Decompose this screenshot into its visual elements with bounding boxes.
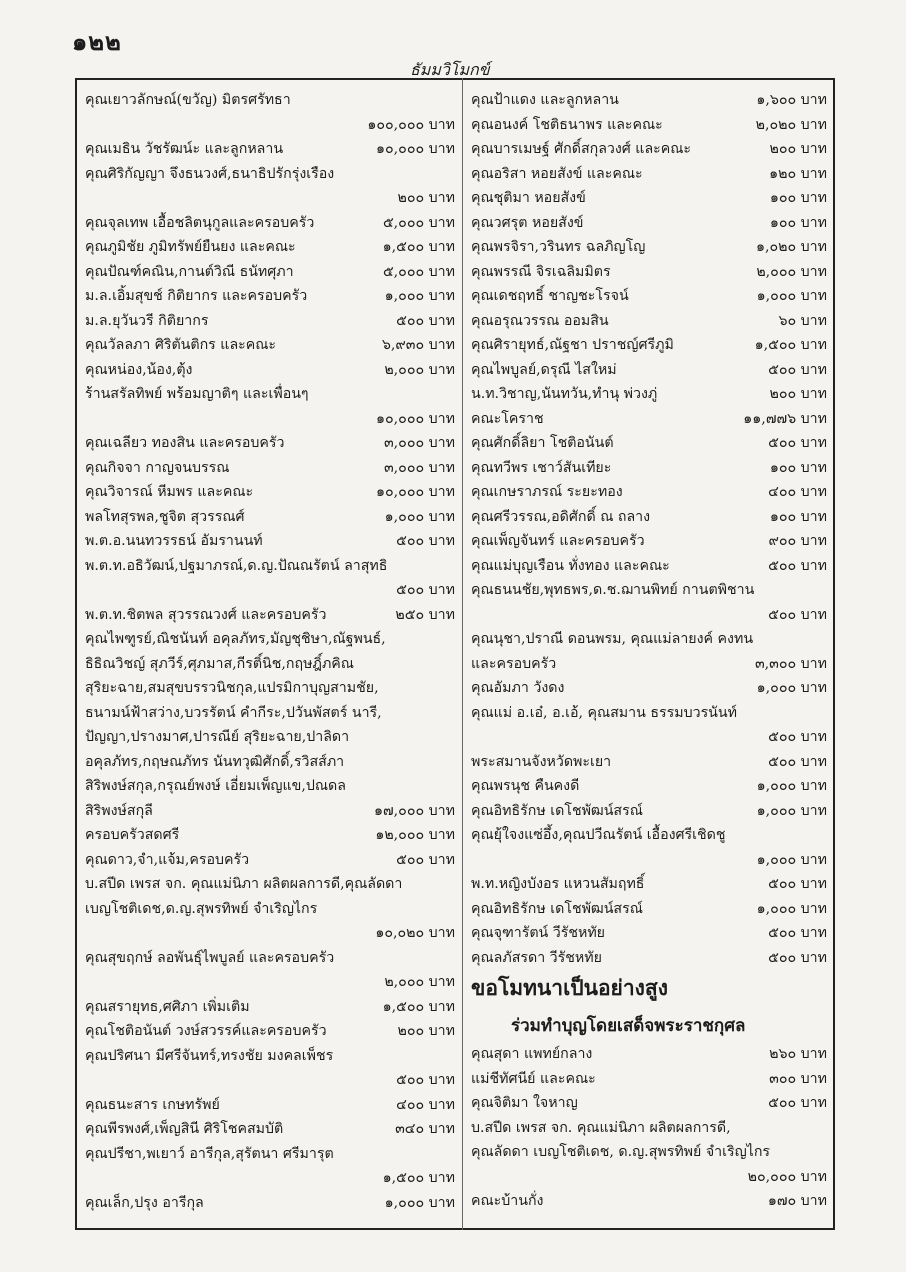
donor-row (85, 701, 455, 726)
donor-name: คุณป้าแดง และลูกหลาน (471, 92, 619, 108)
donor-name: คุณโชติอนันต์ วงษ์สวรรค์และครอบครัว (85, 1023, 327, 1039)
donor-name: สุริยะฉาย,สมสุขบรรวนิชกุล,แปรมิกาบุญสามชัย, (85, 680, 379, 696)
donation-amount: ๑๐,๐๐๐ บาท (376, 141, 455, 157)
donor-row (471, 701, 827, 726)
donor-row (471, 799, 827, 824)
donor-name: ม.ล.ยุวันวรี กิติยากร (85, 312, 209, 329)
donor-row (471, 578, 827, 603)
donation-amount: ๑,๐๐๐ บาท (756, 900, 827, 917)
donor-name: น.ท.วิชาญ,นันทวัน,ทำนุ พ่วงภู่ (471, 386, 658, 402)
donation-amount: ๕๐๐ บาท (768, 753, 827, 770)
donor-row (471, 1091, 827, 1116)
donation-amount: ๖๐ บาท (778, 312, 827, 329)
donation-amount: ๑๐,๐๒๐ บาท (375, 925, 455, 941)
donor-name: คุณวิจารณ์ หีมพร และคณะ (85, 484, 254, 500)
donor-row (471, 1067, 827, 1092)
donor-name: พ.ต.อ.นนทวรรธน์ อัมรานนท์ (85, 533, 263, 549)
donor-row (85, 676, 455, 701)
donation-amount: ๔๐๐ บาท (768, 484, 827, 500)
donation-amount: ๑,๕๐๐ บาท (754, 337, 827, 353)
donor-name: คุณกิจจา กาญจนบรรณ (85, 459, 230, 476)
donor-name: คุณพีรพงศ์,เพ็ญสินี ศิริโชคสมบัติ (85, 1121, 284, 1137)
donor-row (471, 505, 827, 530)
donor-name: คุณพรจิรา,วรินทร ฉลภิญโญ (471, 239, 646, 255)
donor-row (471, 774, 827, 799)
donor-row (85, 799, 455, 824)
donor-row (85, 823, 455, 848)
donation-amount: ๕๐๐ บาท (768, 925, 827, 941)
donation-amount: ๑,๐๐๐ บาท (756, 778, 827, 794)
donation-amount: ๑๐๐ บาท (769, 190, 827, 206)
donor-name: บ.สปีด เพรส จก. คุณแม่นิภา ผลิตผลการดี,คุณลัดดา (85, 876, 403, 892)
donor-name: คุณอรุณวรรณ ออมสิน (471, 312, 609, 329)
donor-name: คณะบ้านกั่ง (471, 1193, 544, 1209)
donor-row (85, 529, 455, 554)
donation-amount: ๕๐๐ บาท (396, 851, 455, 868)
donation-amount: ๑๐๐ บาท (769, 214, 827, 231)
donation-amount: ๑,๐๒๐ บาท (755, 239, 827, 255)
donor-row (471, 186, 827, 211)
donation-amount: ๕๐๐ บาท (768, 361, 827, 378)
donation-amount: ๓,๐๐๐ บาท (383, 435, 455, 451)
donor-list-b (471, 1042, 827, 1214)
donor-name: พ.ต.ท.อธิวัฒน์,ปฐมาภรณ์,ด.ญ.ปัณณรัตน์ ลาสุทธิ (85, 557, 388, 574)
donation-amount: ๑,๐๐๐ บาท (384, 288, 455, 304)
donor-name: ม.ล.เอิ้มสุขช์ กิติยากร และครอบครัว (85, 288, 308, 304)
donor-row (471, 1042, 827, 1067)
donor-row (471, 1116, 827, 1141)
donation-amount: ๕๐๐ บาท (768, 606, 827, 623)
donation-amount: ๑๐๐,๐๐๐ บาท (367, 116, 455, 133)
donor-name: คุณปริศนา มีศรีจันทร์,ทรงชัย มงคลเพ็ชร (85, 1047, 334, 1064)
donor-name: คุณวัลลภา ศิริตันติกร และคณะ (85, 337, 277, 353)
donation-amount: ๕๐๐ บาท (768, 557, 827, 574)
donation-amount: ๕๐๐ บาท (396, 312, 455, 329)
donor-name: คุณปัณฑ์คณิน,กานต์วิณี ธนัทศุภา (85, 263, 294, 280)
donor-row (85, 872, 455, 897)
donor-row (85, 162, 455, 187)
donation-amount: ๔๐๐ บาท (396, 1096, 455, 1113)
donation-amount: ๒๖๐ บาท (769, 1046, 827, 1062)
donor-row (471, 358, 827, 383)
donor-row (85, 88, 455, 113)
donation-amount: ๑,๐๐๐ บาท (756, 288, 827, 304)
donor-row (85, 211, 455, 236)
donor-row (471, 627, 827, 652)
donor-name: คุณธนะสาร เกษทรัพย์ (85, 1096, 220, 1113)
donor-name: อคุลภัทร,กฤษณภัทร นันทวุฒิศักดิ์,รวิสส์ภา (85, 753, 345, 770)
donor-name: พระสมานจังหวัดพะเยา (471, 753, 612, 770)
donor-row (85, 652, 455, 677)
donor-row (85, 137, 455, 162)
donor-row (85, 358, 455, 383)
donor-name: คุณชุติมา หอยสังข์ (471, 190, 586, 206)
donor-row (85, 382, 455, 407)
left-column (85, 88, 455, 1215)
donation-amount: ๒๐๐ บาท (397, 1023, 455, 1039)
donor-name: คุณธนนชัย,พุทธพร,ด.ช.ฌานพิทย์ กานตพิชาน (471, 582, 755, 598)
donor-name: สิริพงษ์สกุล,กรุณย์พงษ์ เอี่ยมเพ็ญแข,ปณดล (85, 778, 346, 794)
donor-name: คุณบารเมษฐ์ ศักดิ์สกุลวงศ์ และคณะ (471, 141, 692, 157)
donor-name: คุณภูมิชัย ภูมิทรัพย์ยืนยง และคณะ (85, 239, 296, 255)
donation-amount: ๒๐,๐๐๐ บาท (747, 1168, 827, 1185)
donor-row (85, 1068, 455, 1093)
donor-row (471, 872, 827, 897)
donor-name: คุณจุฑารัตน์ วีรัชหทัย (471, 925, 605, 941)
donor-row (85, 1142, 455, 1167)
donation-amount: ๒๐๐ บาท (769, 386, 827, 402)
donor-name: คุณเกษราภรณ์ ระยะทอง (471, 484, 623, 500)
donor-name: คุณวศรุต หอยสังข์ (471, 214, 584, 231)
donor-row (471, 480, 827, 505)
donation-amount: ๒๐๐ บาท (769, 141, 827, 157)
donation-amount: ๓๔๐ บาท (395, 1121, 455, 1137)
donor-row (85, 578, 455, 603)
donor-row (85, 505, 455, 530)
donor-name: คุณเฉลียว ทองสิน และครอบครัว (85, 435, 285, 451)
donation-amount: ๑,๖๐๐ บาท (756, 92, 827, 108)
donation-amount: ๑,๐๐๐ บาท (384, 1194, 455, 1211)
donor-name: คุณเยาวลักษณ์(ขวัญ) มิตรศรัทธา (85, 92, 291, 108)
donor-name: คุณอัมภา วังดง (471, 680, 565, 696)
royal-merit-heading: ร่วมทำบุญโดยเสด็จพระราชกุศล (511, 1016, 746, 1036)
page-number: ๑๒๒ (72, 27, 122, 56)
donor-row (471, 456, 827, 481)
donor-row (471, 529, 827, 554)
donor-name: คุณศักดิ์ลิยา โชติอนันต์ (471, 435, 614, 451)
donor-row (471, 162, 827, 187)
donor-name: แม่ชีทัศนีย์ และคณะ (471, 1070, 596, 1087)
donor-row (85, 1019, 455, 1044)
donation-amount: ๒,๐๐๐ บาท (756, 263, 827, 280)
donor-name: ครอบครัวสดศรี (85, 827, 180, 843)
donation-amount: ๕๐๐ บาท (768, 949, 827, 966)
donor-name: คุณศิริกัญญา จึงธนวงศ์,ธนาธิปรักรุ่งเรือง (85, 165, 335, 182)
donation-amount: ๕๐๐ บาท (768, 729, 827, 745)
donor-row (85, 921, 455, 946)
donor-name: คุณหน่อง,น้อง,ตุ้ง (85, 361, 193, 378)
donor-name: พ.ต.ท.ชิตพล สุวรรณวงศ์ และครอบครัว (85, 606, 327, 623)
donor-row (85, 1093, 455, 1118)
donor-row (85, 284, 455, 309)
donation-amount: ๓,๐๐๐ บาท (383, 459, 455, 476)
donor-name: คุณพรรณี จิรเฉลิมมิตร (471, 263, 611, 280)
donor-name: คุณสรายุทธ,ศศิภา เพิ่มเติม (85, 998, 250, 1015)
donor-row (471, 211, 827, 236)
donor-name: และครอบครัว (471, 655, 557, 672)
donor-name: คุณทวีพร เชาว์สันเทียะ (471, 459, 612, 476)
donor-row (85, 456, 455, 481)
thanks-heading: ขอโมทนาเป็นอย่างสูง (471, 975, 668, 1000)
donor-row (471, 333, 827, 358)
donor-name: คุณศิรายุทธ์,ณัฐชา ปราชญ์ศรีภูมิ (471, 337, 674, 353)
donor-row (471, 848, 827, 873)
donor-name: คุณไพฑูรย์,ณิชนันท์ อคุลภัทร,มัญชุชิษา,ณัฐพนธ์, (85, 631, 386, 647)
donor-row (85, 995, 455, 1020)
donor-name: คุณแม่ อ.เอ๋, อ.เอ้, คุณสมาน ธรรมบวรนันท์ (471, 704, 737, 721)
donor-row (85, 603, 455, 628)
donor-name: คุณศรีวรรณ,อดิศักดิ์ ณ ถลาง (471, 508, 651, 525)
donor-name: คุณยุ้ใจงแซ่อึ้ง,คุณปวีณรัตน์ เอื้องศรีเชิดชู (471, 827, 726, 843)
donor-name: คุณปรีชา,พเยาว์ อารีกุล,สุรัตนา ศรีมารุต (85, 1145, 334, 1162)
donor-row (85, 1166, 455, 1191)
donor-name: คุณอริสา หอยสังข์ และคณะ (471, 165, 643, 182)
donor-name: ร้านสรัลทิพย์ พร้อมญาติๆ และเพื่อนๆ (85, 386, 309, 402)
donor-name: คุณอิทธิรักษ เดโชพัฒน์สรณ์ (471, 900, 643, 917)
donor-row (85, 1044, 455, 1069)
donor-name: คุณอิทธิรักษ เดโชพัฒน์สรณ์ (471, 802, 643, 819)
donation-amount: ๑๐,๐๐๐ บาท (376, 410, 455, 427)
donation-amount: ๑๒๐ บาท (769, 165, 827, 182)
right-column (471, 88, 827, 1214)
donor-name: คุณลัดดา เบญโชติเดช, ด.ญ.สุพรทิพย์ จำเริญไกร (471, 1144, 771, 1160)
donation-amount: ๕๐๐ บาท (768, 435, 827, 451)
donor-row (85, 897, 455, 922)
donation-amount: ๕๐๐ บาท (768, 1095, 827, 1111)
donor-row (471, 652, 827, 677)
donation-amount: ๑๗๐ บาท (767, 1193, 827, 1209)
donor-row (471, 897, 827, 922)
donor-row (471, 603, 827, 628)
donor-row (471, 407, 827, 432)
donor-name: เบญโชติเดช,ด.ญ.สุพรทิพย์ จำเริญไกร (85, 900, 318, 917)
donor-name: คุณจุลเทพ เอื้อชลิตนุกูลและครอบครัว (85, 214, 315, 231)
donor-row (471, 823, 827, 848)
donor-name: พ.ท.หญิงบังอร แหวนสัมฤทธิ์ (471, 876, 645, 892)
donation-amount: ๒๐๐ บาท (397, 190, 455, 206)
donor-name: คุณจิติมา ใจหาญ (471, 1095, 578, 1111)
donor-row (471, 1165, 827, 1190)
donation-amount: ๑,๐๐๐ บาท (756, 680, 827, 696)
donation-amount: ๑๐,๐๐๐ บาท (376, 484, 455, 500)
donor-row (471, 431, 827, 456)
donor-row (85, 260, 455, 285)
donor-row (471, 921, 827, 946)
donor-name: คุณสุดา แพทย์กลาง (471, 1046, 593, 1062)
donation-amount: ๕๐๐ บาท (768, 876, 827, 892)
donor-row (471, 260, 827, 285)
donor-row (85, 113, 455, 138)
donation-amount: ๑,๕๐๐ บาท (382, 1170, 455, 1186)
donation-amount: ๕๐๐ บาท (396, 582, 455, 598)
donor-row (85, 627, 455, 652)
donor-row (85, 554, 455, 579)
donation-amount: ๒๕๐ บาท (395, 606, 455, 623)
donor-row (471, 88, 827, 113)
donor-name: คุณไพบูลย์,ดรุณี ไสใหม่ (471, 361, 617, 378)
donation-amount: ๑๒,๐๐๐ บาท (375, 827, 455, 843)
donation-amount: ๕๐๐ บาท (396, 533, 455, 549)
donation-amount: ๑,๐๐๐ บาท (756, 802, 827, 819)
donor-row (471, 137, 827, 162)
donation-amount: ๑,๐๐๐ บาท (756, 851, 827, 868)
donor-row (85, 750, 455, 775)
donation-amount: ๑,๕๐๐ บาท (382, 998, 455, 1015)
donor-row (471, 725, 827, 750)
donor-row (85, 848, 455, 873)
donor-row (471, 946, 827, 971)
donation-amount: ๓,๓๐๐ บาท (754, 655, 827, 672)
donation-amount: ๑,๕๐๐ บาท (382, 239, 455, 255)
donation-amount: ๕,๐๐๐ บาท (382, 263, 455, 280)
donor-row (471, 1189, 827, 1214)
donor-row (85, 1191, 455, 1216)
donation-amount: ๑,๐๐๐ บาท (384, 508, 455, 525)
donor-name: คุณเมธิน วัชรัฒน์ะ และลูกหลาน (85, 141, 284, 157)
donation-amount: ๓๐๐ บาท (769, 1070, 827, 1087)
donation-amount: ๒,๐๐๐ บาท (384, 361, 455, 378)
donor-row (471, 113, 827, 138)
donor-row (85, 235, 455, 260)
donor-row (85, 480, 455, 505)
donor-name: บ.สปีด เพรส จก. คุณแม่นิภา ผลิตผลการดี, (471, 1119, 731, 1136)
donation-amount: ๒,๐๒๐ บาท (755, 116, 827, 133)
donation-amount: ๕๐๐ บาท (396, 1072, 455, 1088)
donation-amount: ๙๐๐ บาท (768, 533, 827, 549)
donor-row (471, 284, 827, 309)
donor-row (85, 431, 455, 456)
donor-name: คุณเล็ก,ปรุง อารีกุล (85, 1194, 204, 1211)
donor-name: คุณลภัสรดา วีรัชหทัย (471, 949, 602, 966)
donor-name: ธนามน์ฟ้าสว่าง,บวรรัตน์ คำกีระ,ปวันพัสตร์ นารี, (85, 704, 382, 721)
donor-row (471, 235, 827, 260)
donor-row (85, 333, 455, 358)
donor-row (85, 946, 455, 971)
donor-row (471, 750, 827, 775)
donor-name: คุณพรนุช คืนคงดี (471, 778, 580, 794)
donor-list-a (471, 88, 827, 970)
donor-row (471, 1140, 827, 1165)
donor-name: ปัญญา,ปรางมาศ,ปารณีย์ สุริยะฉาย,ปาลิดา (85, 729, 350, 745)
donor-row (85, 774, 455, 799)
donor-row (85, 309, 455, 334)
donor-row (85, 1117, 455, 1142)
donor-name: คุณแม่บุญเรือน ทั่งทอง และคณะ (471, 557, 670, 574)
donation-amount: ๒,๐๐๐ บาท (384, 974, 455, 990)
donor-row (471, 382, 827, 407)
donation-amount: ๑๐๐ บาท (769, 508, 827, 525)
donor-row (85, 725, 455, 750)
donor-row (85, 407, 455, 432)
donor-name: คุณเพ็ญจันทร์ และครอบครัว (471, 533, 645, 549)
donor-name: คุณดาว,จำ,แจ้ม,ครอบครัว (85, 851, 250, 868)
donor-name: คุณอนงค์ โชติธนาพร และคณะ (471, 116, 663, 133)
header-title: ธัมมวิโมกข์ (410, 60, 490, 79)
donor-name: ธิธิณวิชญ์ สุภวีร์,ศุภมาส,กีรติ์นิช,กฤษฎิ์ภคิณ (85, 655, 354, 672)
donor-name: คณะโคราช (471, 410, 544, 427)
donor-row (471, 676, 827, 701)
donation-amount: ๑๗,๐๐๐ บาท (374, 802, 455, 819)
donor-row (85, 186, 455, 211)
donor-name: คุณเดชฤทธิ์ ชาญชะโรจน์ (471, 288, 629, 304)
donation-amount: ๖,๙๓๐ บาท (381, 337, 455, 353)
donor-name: พลโทสุรพล,ชูจิต สุวรรณศ์ (85, 508, 245, 525)
donation-amount: ๕,๐๐๐ บาท (382, 214, 455, 231)
donor-name: สิริพงษ์สกุลี (85, 802, 153, 819)
donor-name: คุณนุชา,ปราณี ดอนพรม, คุณแม่ลายงค์ คงทน (471, 631, 754, 647)
donor-name: คุณสุขฤกษ์ ลอพันธุ์ไพบูลย์ และครอบครัว (85, 949, 335, 966)
donation-amount: ๑๑,๗๗๖ บาท (743, 410, 827, 427)
donor-list-frame (75, 78, 835, 1230)
donor-row (85, 970, 455, 995)
donation-amount: ๑๐๐ บาท (769, 459, 827, 476)
donor-row (471, 309, 827, 334)
donor-row (471, 554, 827, 579)
